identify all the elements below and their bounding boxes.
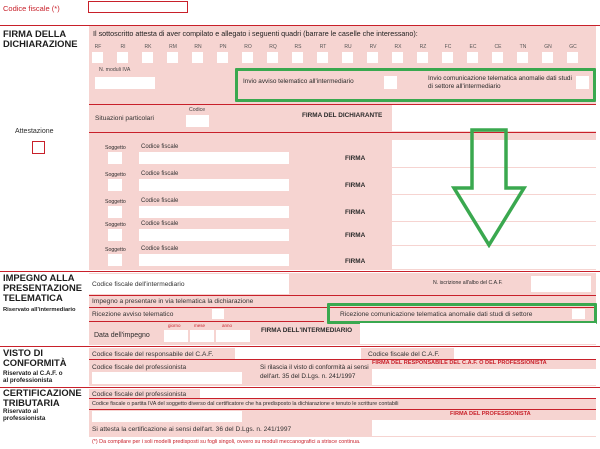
quadro-code: RU — [344, 44, 352, 50]
n-moduli-iva-input[interactable] — [95, 77, 155, 89]
soggetto-label: Soggetto — [105, 172, 126, 178]
quadro-checkbox[interactable] — [292, 52, 303, 63]
quadro-code: PN — [219, 44, 227, 50]
certificazione-riservato-label: Riservato al professionista — [3, 408, 46, 423]
data-impegno-label: Data dell'impegno — [94, 332, 150, 339]
impegno-section-title: IMPEGNO ALLA PRESENTAZIONE TELEMATICA — [3, 272, 82, 303]
quadro-checkbox[interactable] — [542, 52, 553, 63]
firma-label: FIRMA — [345, 258, 366, 265]
soggetto-input[interactable] — [108, 206, 122, 218]
divider — [89, 398, 596, 399]
codice-fiscale-label: Codice fiscale — [141, 198, 179, 204]
divider — [89, 409, 596, 410]
invio-avviso-label: Invio avviso telematico all'intermediario — [243, 78, 354, 85]
cf-professionista-cert-label: Codice fiscale del professionista — [92, 391, 187, 398]
codice-fiscale-input[interactable] — [139, 229, 289, 241]
ricezione-avviso-checkbox[interactable] — [212, 309, 224, 319]
quadro-code: RK — [144, 44, 152, 50]
quadro-code: RX — [394, 44, 402, 50]
quadro-checkbox[interactable] — [442, 52, 453, 63]
quadro-code: RM — [169, 44, 177, 50]
firma-intermediario-label: FIRMA DELL'INTERMEDIARIO — [261, 327, 353, 334]
quadro-checkbox[interactable] — [117, 52, 128, 63]
quadro-code: FC — [444, 44, 452, 50]
cf-responsabile-input[interactable] — [235, 348, 361, 359]
quadro-code: RI — [120, 44, 126, 50]
quadro-checkbox[interactable] — [417, 52, 428, 63]
codice-fiscale-input[interactable] — [88, 1, 188, 13]
quadro-checkbox[interactable] — [367, 52, 378, 63]
quadro-code: RV — [369, 44, 377, 50]
attestazione-label: Attestazione — [15, 128, 54, 135]
mese-input[interactable] — [190, 330, 214, 342]
n-iscrizione-input[interactable] — [531, 276, 591, 292]
soggetto-input[interactable] — [108, 254, 122, 266]
cf-caf-label: Codice fiscale del C.A.F. — [368, 351, 440, 358]
firma-label: FIRMA — [345, 209, 366, 216]
firma-responsabile-label: FIRMA DEL RESPONSABILE DEL C.A.F. O DEL PROFESSIONISTA — [372, 360, 547, 366]
codice-fiscale-label: Codice fiscale (*) — [3, 4, 60, 13]
cf-partita-iva-label: Codice fiscale o partita IVA del soggetto diverso dal certificatore che ha predisposto la dichiarazione e tenuto le scritture contabili — [92, 401, 399, 407]
quadro-code: EC — [469, 44, 477, 50]
visto-riservato-label: Riservato al C.A.F. o al professionista — [3, 370, 63, 385]
n-moduli-iva-label: N. moduli IVA — [99, 67, 131, 73]
quadro-code: RT — [319, 44, 327, 50]
quadro-code: RZ — [419, 44, 427, 50]
soggetto-label: Soggetto — [105, 145, 126, 151]
quadro-checkbox[interactable] — [142, 52, 153, 63]
codice-fiscale-input[interactable] — [139, 206, 289, 218]
footnote: (*) Da compilare per i soli modelli predisposti su fogli singoli, ovvero su moduli meccanografici a strisce continua. — [92, 439, 361, 445]
quadro-checkbox[interactable] — [467, 52, 478, 63]
quadro-checkbox[interactable] — [167, 52, 178, 63]
soggetto-label: Soggetto — [105, 222, 126, 228]
codice-fiscale-input[interactable] — [139, 254, 289, 266]
quadro-code: RF — [94, 44, 102, 50]
visto-section-title: VISTO DI CONFORMITÀ — [3, 347, 67, 368]
situazioni-particolari-label: Situazioni particolari — [95, 115, 155, 122]
n-iscrizione-label: N. iscrizione all'albo del C.A.F. — [433, 280, 503, 286]
soggetto-label: Soggetto — [105, 199, 126, 205]
codice-label: Codice — [189, 107, 206, 113]
highlight-ricezione-box — [327, 303, 597, 324]
ricezione-comunicazione-label: Ricezione comunicazione telematica anomalie dati studi di settore — [340, 311, 533, 318]
attestazione-checkbox[interactable] — [32, 141, 45, 154]
firma-section-title: FIRMA DELLA DICHIARAZIONE — [3, 28, 78, 49]
cf-professionista-label: Codice fiscale del professionista — [92, 364, 187, 371]
certificazione-section-title: CERTIFICAZIONE TRIBUTARIA — [3, 387, 82, 408]
quadro-checkbox[interactable] — [92, 52, 103, 63]
codice-fiscale-input[interactable] — [139, 152, 289, 164]
firma-responsabile-field[interactable] — [372, 369, 596, 385]
codice-fiscale-label: Codice fiscale — [141, 221, 179, 227]
attesta-certificazione-text: Si attesta la certificazione ai sensi dell'art. 36 del D.Lgs. n. 241/1997 — [92, 426, 292, 433]
codice-input[interactable] — [186, 115, 209, 127]
impegno-riservato-label: Riservato all'intermediario — [3, 307, 76, 313]
firma-label: FIRMA — [345, 182, 366, 189]
quadro-code: GN — [544, 44, 552, 50]
intro-text: Il sottoscritto attesta di aver compilato e allegato i seguenti quadri (barrare le caselle che interessano): — [93, 29, 418, 38]
quadro-checkbox[interactable] — [267, 52, 278, 63]
soggetto-input[interactable] — [108, 229, 122, 241]
quadro-checkbox[interactable] — [392, 52, 403, 63]
quadro-checkbox[interactable] — [317, 52, 328, 63]
cf-responsabile-label: Codice fiscale del responsabile del C.A.F. — [92, 351, 214, 358]
anno-label: anno — [222, 323, 233, 328]
cf-professionista-cert-input[interactable] — [200, 389, 596, 398]
cf-intermediario-label: Codice fiscale dell'intermediario — [92, 281, 185, 288]
quadro-checkbox[interactable] — [567, 52, 578, 63]
quadro-checkbox[interactable] — [217, 52, 228, 63]
quadro-checkbox[interactable] — [192, 52, 203, 63]
mese-label: mese — [194, 323, 206, 328]
soggetto-input[interactable] — [108, 179, 122, 191]
quadro-code: RO — [244, 44, 252, 50]
codice-fiscale-label: Codice fiscale — [141, 144, 179, 150]
cf-caf-input[interactable] — [454, 348, 596, 359]
soggetto-input[interactable] — [108, 152, 122, 164]
cf-partita-iva-input[interactable] — [92, 411, 242, 422]
firma-label: FIRMA — [345, 155, 366, 162]
quadro-code: RQ — [269, 44, 277, 50]
quadro-checkbox[interactable] — [517, 52, 528, 63]
quadro-code: RN — [194, 44, 202, 50]
quadro-code: GC — [569, 44, 577, 50]
divider — [89, 321, 324, 322]
soggetto-label: Soggetto — [105, 247, 126, 253]
codice-fiscale-input[interactable] — [139, 179, 289, 191]
codice-fiscale-label: Codice fiscale — [141, 246, 179, 252]
firma-dichiarante-label: FIRMA DEL DICHIARANTE — [302, 112, 383, 119]
quadro-checkbox[interactable] — [242, 52, 253, 63]
firma-professionista-field[interactable] — [372, 420, 596, 436]
impegno-label: Impegno a presentare in via telematica la dichiarazione — [92, 298, 254, 305]
rilascia-visto-text: Si rilascia il visto di conformità ai sensi dell'art. 35 del D.Lgs. n. 241/1997 — [260, 364, 369, 381]
ricezione-avviso-label: Ricezione avviso telematico — [92, 311, 174, 318]
down-arrow-icon — [450, 128, 528, 248]
quadro-code: RS — [294, 44, 302, 50]
highlight-invio-box — [235, 68, 596, 102]
firma-label: FIRMA — [345, 232, 366, 239]
firma-intermediario-field[interactable] — [360, 323, 596, 344]
anno-input[interactable] — [216, 330, 250, 342]
giorno-label: giorno — [168, 323, 181, 328]
invio-comunicazione-label: Invio comunicazione telematica anomalie dati studi di settore all'intermediario — [428, 75, 572, 90]
quadro-checkbox[interactable] — [342, 52, 353, 63]
firma-professionista-label: FIRMA DEL PROFESSIONISTA — [450, 411, 531, 417]
codice-fiscale-label: Codice fiscale — [141, 171, 179, 177]
firma-field[interactable] — [392, 246, 596, 269]
quadro-checkbox[interactable] — [492, 52, 503, 63]
cf-professionista-input[interactable] — [92, 372, 242, 384]
quadro-code: CE — [494, 44, 502, 50]
giorno-input[interactable] — [164, 330, 188, 342]
divider — [89, 295, 596, 296]
quadro-code: TN — [519, 44, 527, 50]
